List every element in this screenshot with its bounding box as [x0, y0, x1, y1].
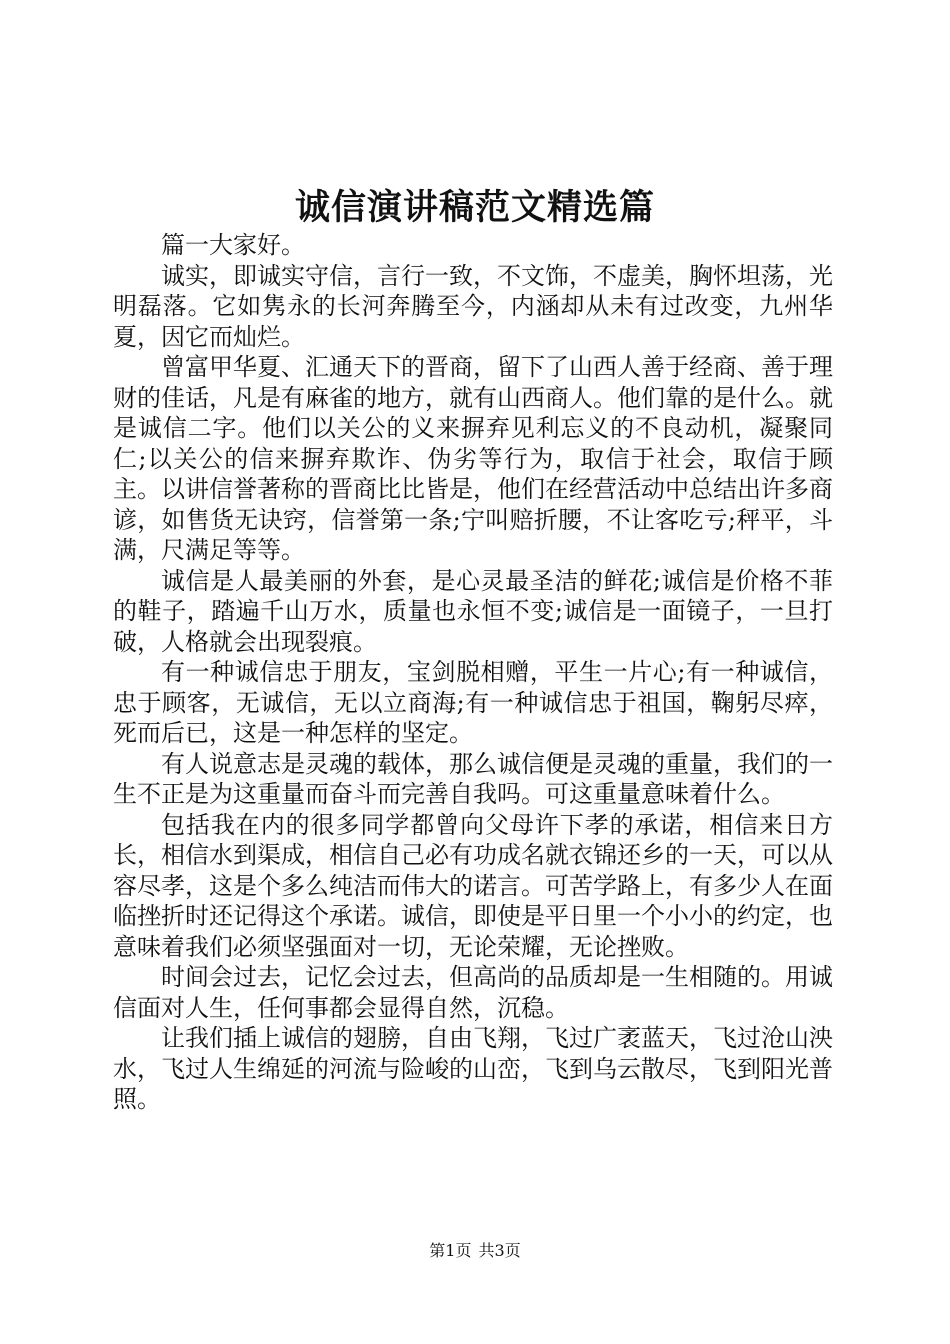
paragraph: 有一种诚信忠于朋友，宝剑脱相赠，平生一片心;有一种诚信，忠于顾客，无诚信，无以立商海;有一种诚信忠于祖国，鞠躬尽瘁，死而后已，这是一种怎样的坚定。 [113, 658, 833, 747]
paragraph: 让我们插上诚信的翅膀，自由飞翔，飞过广袤蓝天，飞过沧山泱水，飞过人生绵延的河流与险峻的山峦，飞到乌云散尽，飞到阳光普照。 [113, 1024, 833, 1113]
paragraph: 曾富甲华夏、汇通天下的晋商，留下了山西人善于经商、善于理财的佳话，凡是有麻雀的地方，就有山西商人。他们靠的是什么。就是诚信二字。他们以关公的义来摒弃见利忘义的不良动机，凝聚同仁;以关公的信来摒弃欺诈、伪劣等行为，取信于社会，取信于顾主。以讲信誉著称的晋商比比皆是，他们在经营活动中总结出许多商谚，如售货无诀窍，信誉第一条;宁叫赔折腰，不让客吃亏;秤平，斗满，尺满足等等。 [113, 353, 833, 564]
document-body [113, 230, 833, 1115]
paragraph: 篇一大家好。 [161, 231, 305, 259]
page-number-footer: 第1页 共3页 [429, 1241, 521, 1260]
paragraph: 诚信是人最美丽的外套，是心灵最圣洁的鲜花;诚信是价格不菲的鞋子，踏遍千山万水，质量也永恒不变;诚信是一面镜子，一旦打破，人格就会出现裂痕。 [113, 566, 833, 656]
paragraph: 包括我在内的很多同学都曾向父母许下孝的承诺，相信来日方长，相信水到渠成，相信自己必有功成名就衣锦还乡的一天，可以从容尽孝，这是个多么纯洁而伟大的诺言。可苦学路上，有多少人在面临挫折时还记得这个承诺。诚信，即使是平日里一个小小的约定，也意味着我们必须坚强面对一切，无论荣耀，无论挫败。 [113, 810, 833, 961]
paragraph: 时间会过去，记忆会过去，但高尚的品质却是一生相随的。用诚信面对人生，任何事都会显得自然，沉稳。 [113, 963, 833, 1022]
document-title: 诚信演讲稿范文精选篇 [294, 187, 655, 228]
paragraph: 诚实，即诚实守信，言行一致，不文饰，不虚美，胸怀坦荡，光明磊落。它如隽永的长河奔腾至今，内涵却从未有过改变，九州华夏，因它而灿烂。 [113, 261, 833, 351]
paragraph: 有人说意志是灵魂的载体，那么诚信便是灵魂的重量，我们的一生不正是为这重量而奋斗而完善自我吗。可这重量意味着什么。 [113, 749, 833, 808]
